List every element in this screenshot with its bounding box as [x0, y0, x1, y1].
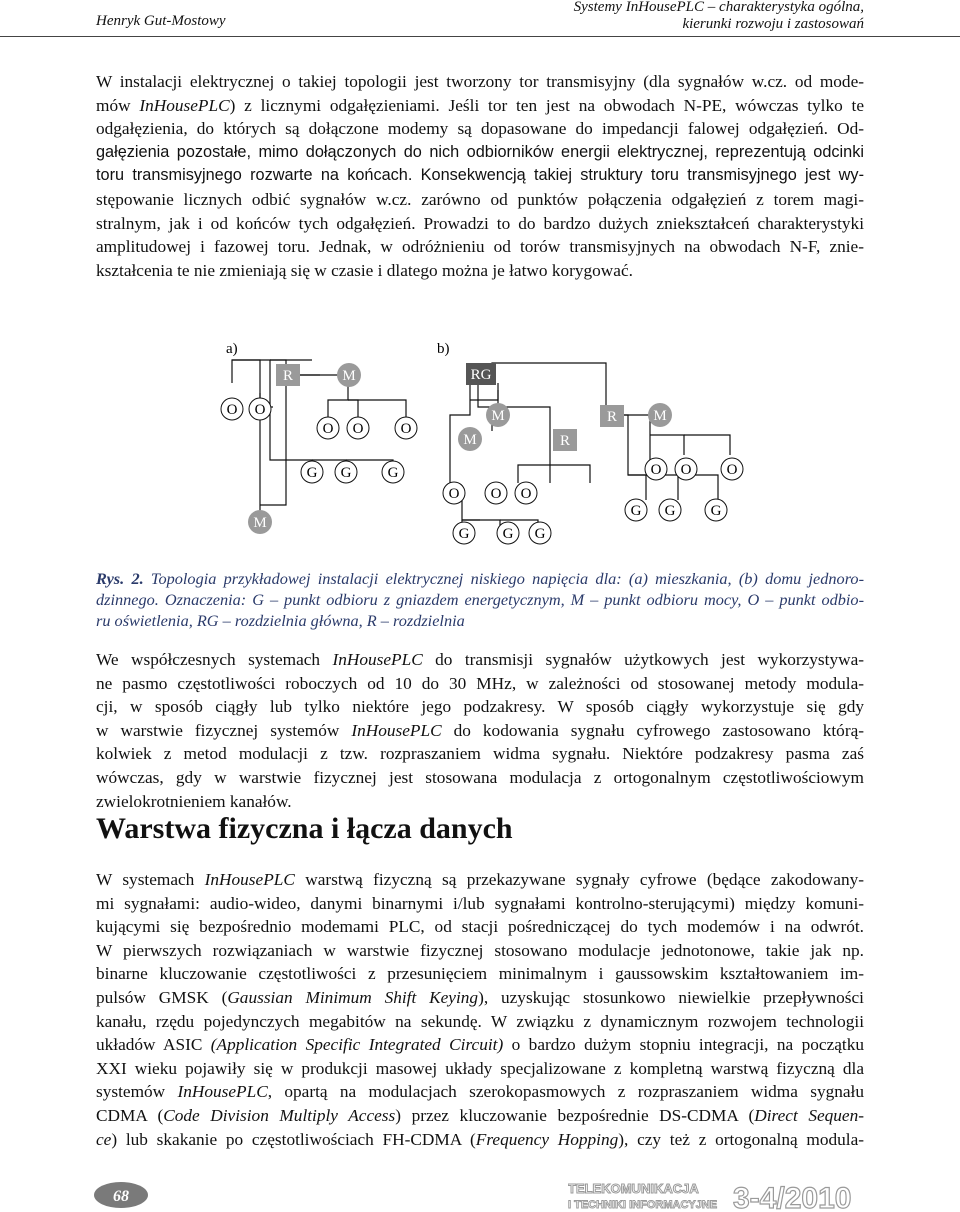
figure-caption: [96, 568, 864, 631]
text-line: ce) lub skakanie po częstotliwościach FH-CDMA (Frequency Hopping), czy też z ortogonalną modula-: [96, 1129, 864, 1149]
text-line: binarne kluczowanie częstotliwości z przesunięciem minimalnym i gaussowskim kształtowaniem im-: [96, 964, 864, 984]
text-line: ne pasmo częstotliwości roboczych od 10 do 30 MHz, w zależności od stosowanej metody modula-: [96, 673, 864, 693]
caption-figure-number: Rys. 2.: [96, 569, 144, 588]
svg-text:G: G: [458, 526, 470, 542]
caption-line: dzinnego. Oznaczenia: G – punkt odbioru z gniazdem energetycznym, M – punkt odbioru mocy, O – punkt odbio-: [96, 590, 864, 609]
socket-point-g: [382, 461, 404, 483]
diagram-label-b: b): [437, 341, 450, 357]
distribution-box-r: [600, 405, 624, 427]
svg-text:G: G: [306, 465, 318, 481]
svg-text:O: O: [322, 421, 334, 437]
svg-text:O: O: [490, 486, 502, 502]
paragraph-physical-layer: [96, 868, 864, 1151]
text-line: mów InHousePLC) z licznymi odgałęzieniami. Jeśli tor ten jest na obwodach N-PE, wówczas tylko te: [96, 95, 865, 115]
section-heading: Warstwa fizyczna i łącza danych: [96, 812, 513, 845]
paragraph-topology: [96, 70, 864, 282]
svg-text:G: G: [630, 503, 642, 519]
svg-text:G: G: [534, 526, 546, 542]
svg-text:O: O: [226, 402, 238, 418]
lighting-point-o: [675, 458, 697, 480]
svg-text:O: O: [520, 486, 532, 502]
text-line: odgałęzienia, do których są dołączone modemy są dopasowane do impedancji falowej odgałęzień. Od-: [96, 119, 864, 139]
svg-text:R: R: [282, 368, 294, 384]
svg-text:R: R: [559, 433, 571, 449]
svg-text:R: R: [606, 409, 618, 425]
power-point-m: [486, 403, 510, 427]
header-rule: [0, 36, 960, 37]
svg-text:G: G: [340, 465, 352, 481]
svg-text:G: G: [387, 465, 399, 481]
text-line: pulsów GMSK (Gaussian Minimum Shift Keying), uzyskując stosunkowo niewielkie przepływności: [96, 987, 864, 1007]
lighting-point-o: [249, 398, 271, 420]
diagram-wires: [232, 360, 730, 540]
caption-line: Rys. 2. Topologia przykładowej instalacji elektrycznej niskiego napięcia dla: (a) mieszkania, (b) domu jednoro-: [96, 569, 864, 588]
text-line: We współczesnych systemach InHousePLC do transmisji sygnałów użytkowych jest wykorzystywa-: [96, 650, 864, 669]
text-line: stralnym, jak i od końców tych odgałęzień. Prowadzi to do bardzo dużych zniekształceń charakterystyki: [96, 213, 864, 233]
brand-line-1: TELEKOMUNIKACJA: [568, 1181, 699, 1196]
text-line: kanału, rzędu pojedynczych megabitów na sekundę. W związku z dynamicznym rozwojem technologii: [96, 1011, 864, 1031]
text-line: W systemach InHousePLC warstwą fizyczną są przekazywane sygnały cyfrowe (będące zakodowany-: [96, 870, 864, 889]
svg-text:RG: RG: [470, 367, 492, 383]
lighting-point-o: [395, 417, 417, 439]
text-line: wówczas, gdy w warstwie fizycznej jest stosowana modulacja z ortogonalnym częstotliwościowym: [96, 767, 864, 787]
brand-line-2: I TECHNIKI INFORMACYJNE: [568, 1199, 718, 1211]
svg-text:M: M: [253, 515, 267, 531]
text-line: w warstwie fizycznej systemów InHousePLC do kodowania sygnału cyfrowego zastosowano którą-: [96, 720, 865, 740]
svg-text:G: G: [502, 526, 514, 542]
text-line: stępowanie licznych odbić sygnałów w.cz. zarówno od punktów połączenia odgałęzień z torem magi-: [96, 189, 864, 209]
lighting-point-o: [221, 398, 243, 420]
lighting-point-o: [485, 482, 507, 504]
svg-text:O: O: [448, 486, 460, 502]
socket-point-g: [625, 499, 647, 521]
text-line: układów ASIC (Application Specific Integrated Circuit) o bardzo dużym stopniu integracji, na początku: [96, 1035, 864, 1055]
power-point-m: [458, 427, 482, 451]
socket-point-g: [453, 522, 475, 544]
svg-text:O: O: [726, 462, 738, 478]
svg-text:O: O: [254, 402, 266, 418]
header-running-title-line2: kierunki rozwoju i zastosowań: [682, 16, 864, 32]
svg-text:M: M: [491, 408, 505, 424]
socket-point-g: [497, 522, 519, 544]
socket-point-g: [529, 522, 551, 544]
page-header: [0, 0, 960, 40]
svg-text:G: G: [664, 503, 676, 519]
lighting-point-o: [347, 417, 369, 439]
caption-line: ru oświetlenia, RG – rozdzielnia główna, R – rozdzielnia: [96, 611, 465, 630]
text-line: kującymi się bezpośrednio modemami PLC, od stacji pośredniczącej do tych modemów i na odwrót.: [96, 917, 864, 937]
text-line: kształcenia te nie zmieniają się w czasie i dlatego można je łatwo korygować.: [96, 260, 633, 280]
text-line: W instalacji elektrycznej o takiej topologii jest tworzony tor transmisyjny (dla sygnałów w.cz. od mode-: [96, 72, 864, 91]
diagram-label-a: a): [226, 341, 238, 357]
lighting-point-o: [515, 482, 537, 504]
text-line: XXI wieku pojawiły się w produkcji masowej układy specjalizowane z kompletną warstwą fizyczną dla: [96, 1058, 864, 1078]
text-line: amplitudowej i fazowej toru. Jednak, w odróżnieniu od torów transmisyjnych na obwodach N-F, znie-: [96, 237, 864, 257]
issue-number: 3-4/2010: [733, 1182, 852, 1212]
page-number-badge: [94, 1180, 154, 1210]
power-point-m: [648, 403, 672, 427]
lighting-point-o: [317, 417, 339, 439]
page-number: 68: [113, 1188, 129, 1205]
text-line: systemów InHousePLC, opartą na modulacjach szerokopasmowych z rozpraszaniem widma sygnału: [96, 1082, 864, 1102]
socket-point-g: [705, 499, 727, 521]
svg-text:M: M: [653, 408, 667, 424]
svg-text:G: G: [710, 503, 722, 519]
text-line: kolwiek z metod modulacji z tzw. rozpraszaniem widma sygnału. Niektóre podzakresy pasma zaś: [96, 744, 864, 764]
paragraph-frequency-band: [96, 648, 864, 813]
header-author: Henryk Gut-Mostowy: [96, 13, 226, 29]
svg-text:O: O: [680, 462, 692, 478]
text-line: zwielokrotnieniem kanałów.: [96, 791, 292, 811]
header-running-title: [574, 0, 864, 33]
distribution-box-r: [553, 429, 577, 451]
lighting-point-o: [443, 482, 465, 504]
socket-point-g: [301, 461, 323, 483]
svg-text:O: O: [352, 421, 364, 437]
svg-text:M: M: [463, 432, 477, 448]
text-line: mi sygnałami: audio-wideo, danymi binarnymi i/lub sygnałami kontrolno-sterującymi) między komuni-: [96, 893, 864, 913]
distribution-box-r: [276, 364, 300, 386]
text-line: toru transmisyjnego rozwarte na końcach. Konsekwencją takiej struktury toru transmisyjnego jest wy-: [96, 166, 864, 185]
text-line: gałęzienia pozostałe, mimo dołączonych do nich odbiorników energii elektrycznej, reprezentują odcinki: [96, 142, 864, 161]
svg-text:M: M: [342, 368, 356, 384]
power-point-m: [337, 363, 361, 387]
svg-text:O: O: [400, 421, 412, 437]
lighting-point-o: [645, 458, 667, 480]
main-distribution-box-rg: [466, 363, 496, 385]
socket-point-g: [659, 499, 681, 521]
journal-brand: [568, 1180, 868, 1212]
socket-point-g: [335, 461, 357, 483]
text-line: CDMA (Code Division Multiply Access) przez kluczowanie bezpośrednie DS-CDMA (Direct Sequen-: [96, 1105, 864, 1125]
text-line: cji, w sposób ciągły lub tylko niektóre jego podzakresy. W sposób ciągły wykorzystuje się gdy: [96, 697, 864, 717]
lighting-point-o: [721, 458, 743, 480]
header-running-title-line1: Systemy InHousePLC – charakterystyka ogólna,: [573, 0, 864, 15]
topology-diagram: [200, 335, 760, 555]
text-line: W pierwszych rozwiązaniach w warstwie fizycznej stosowano modulacje jednotonowe, takie jak np.: [96, 940, 864, 960]
power-point-m: [248, 510, 272, 534]
svg-text:O: O: [650, 462, 662, 478]
